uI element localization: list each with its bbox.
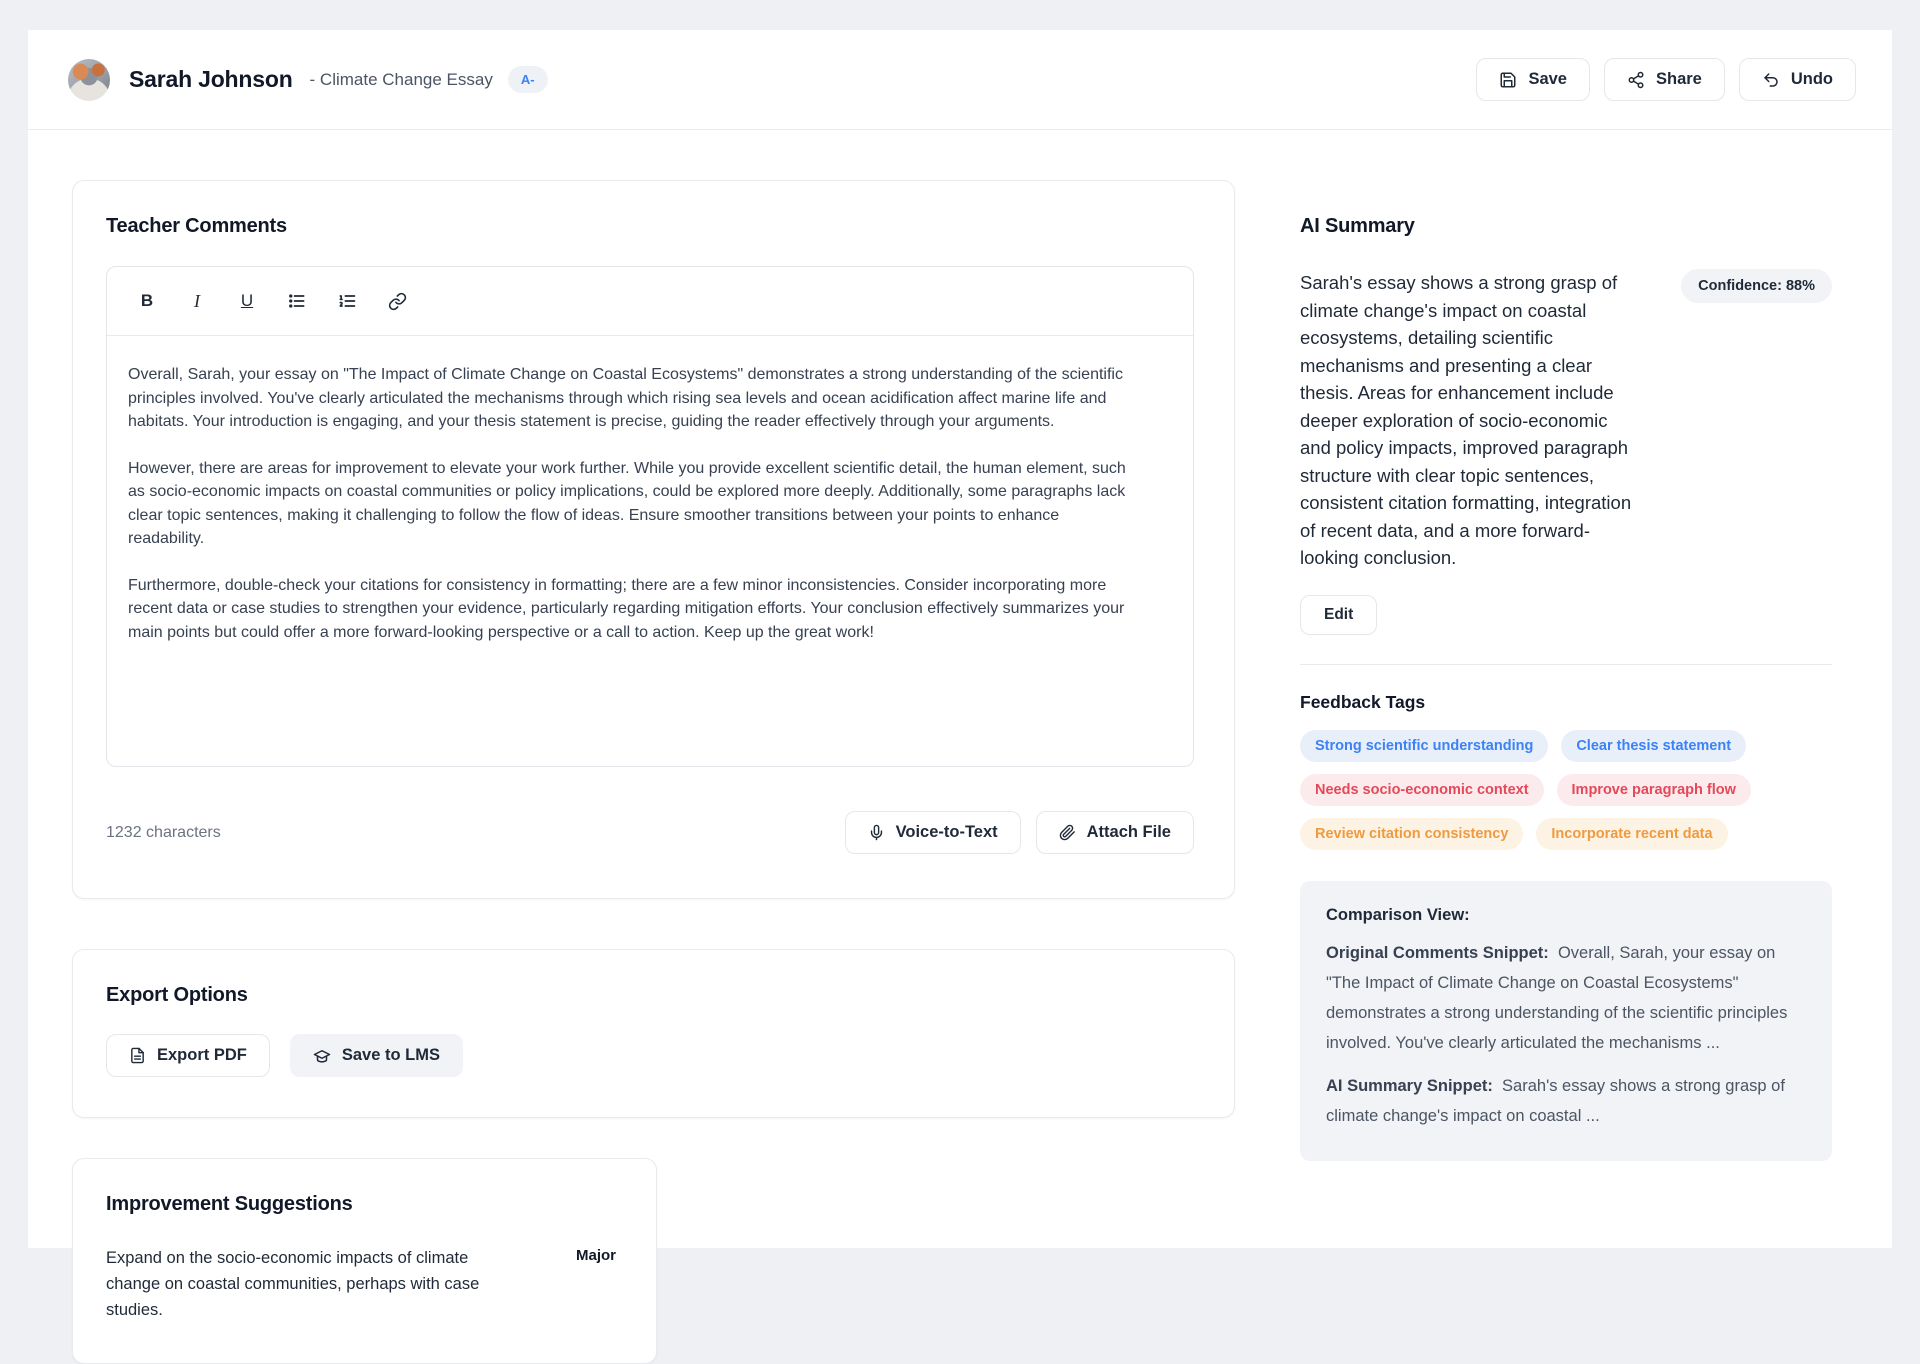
teacher-comments-card xyxy=(72,180,1235,899)
underline-button[interactable]: U xyxy=(229,284,265,318)
share-icon xyxy=(1627,71,1645,89)
feedback-tag[interactable]: Strong scientific understanding xyxy=(1300,730,1548,762)
feedback-tag[interactable]: Review citation consistency xyxy=(1300,818,1523,850)
main-column xyxy=(72,180,1235,1364)
italic-button[interactable]: I xyxy=(179,284,215,318)
microphone-icon xyxy=(868,824,885,841)
original-snippet-text: Overall, Sarah, your essay on "The Impact of Climate Change on Coastal Ecosystems" demonstrates a strong understanding of the scientific principles involved. You've clearly articulated the mechanisms ... xyxy=(1326,943,1788,1052)
character-count: 1232 characters xyxy=(106,823,221,841)
feedback-tags-title: Feedback Tags xyxy=(1300,691,1426,712)
undo-label: Undo xyxy=(1790,70,1833,88)
student-name: Sarah Johnson xyxy=(129,66,293,92)
voice-to-text-label: Voice-to-Text xyxy=(895,823,998,841)
improvement-suggestions-card xyxy=(72,1158,657,1364)
original-comments-snippet xyxy=(1326,938,1806,1058)
suggestion-text: Expand on the socio-economic impacts of climate change on coastal communities, perhaps with case studies. xyxy=(106,1249,480,1319)
original-snippet-label: Original Comments Snippet: xyxy=(1326,943,1549,962)
bullet-list-button[interactable] xyxy=(279,284,315,318)
improvement-suggestions-title: Improvement Suggestions xyxy=(106,1193,353,1215)
ai-summary-text: Sarah's essay shows a strong grasp of climate change's impact on coastal ecosystems, detailing scientific mechanisms and presenting a clear thesis. Areas for enhancement include deeper exploration of socio-economic and policy impacts, improved paragraph structure with clear topic sentences, consistent citation formatting, integration of recent data, and a more forward-looking conclusion. xyxy=(1300,272,1632,568)
suggestion-severity-badge: Major xyxy=(575,1247,616,1264)
graduation-cap-icon xyxy=(313,1047,331,1065)
paperclip-icon xyxy=(1059,824,1076,841)
teacher-comments-title: Teacher Comments xyxy=(106,215,287,237)
edit-summary-button[interactable]: Edit xyxy=(1300,595,1377,635)
suggestion-item xyxy=(106,1245,616,1323)
essay-title: - Climate Change Essay xyxy=(309,69,493,89)
comments-textarea[interactable] xyxy=(107,336,1193,766)
feedback-tag[interactable]: Clear thesis statement xyxy=(1561,730,1746,762)
feedback-tag[interactable]: Incorporate recent data xyxy=(1536,818,1727,850)
page-content xyxy=(28,130,1892,1319)
numbered-list-icon xyxy=(337,291,357,311)
comparison-view-title: Comparison View: xyxy=(1326,905,1470,924)
bold-button[interactable]: B xyxy=(129,284,165,318)
save-to-lms-label: Save to LMS xyxy=(341,1046,440,1064)
export-pdf-button[interactable] xyxy=(106,1034,270,1077)
comments-footer xyxy=(106,811,1194,854)
comment-paragraph: However, there are areas for improvement to elevate your work further. While you provide excellent scientific detail, the human element, such as socio-economic impacts on coastal communities or policy implications, could be explored more deeply. Additionally, some paragraphs lack clear topic sentences, making it challenging to follow the flow of ideas. Ensure smoother transitions between your points to enhance readability. xyxy=(128,459,1126,547)
bullet-list-icon xyxy=(287,291,307,311)
undo-icon xyxy=(1762,71,1780,89)
voice-to-text-button[interactable] xyxy=(845,811,1021,854)
export-options-title: Export Options xyxy=(106,984,248,1006)
header-actions xyxy=(1476,58,1856,101)
comment-paragraph: Furthermore, double-check your citations for consistency in formatting; there are a few minor inconsistencies. Consider incorporating more recent data or case studies to strengthen your evidence, particularly regarding mitigation efforts. Your conclusion effectively summarizes your main points but could offer a more forward-looking perspective or a call to action. Keep up the great work! xyxy=(128,576,1125,641)
ai-snippet-text: Sarah's essay shows a strong grasp of climate change's impact on coastal ... xyxy=(1326,1076,1785,1125)
ai-summary-row xyxy=(1300,269,1832,572)
feedback-tags-list xyxy=(1300,730,1832,850)
export-pdf-label: Export PDF xyxy=(157,1046,247,1064)
feedback-tag[interactable]: Improve paragraph flow xyxy=(1557,774,1751,806)
share-button[interactable] xyxy=(1604,58,1725,101)
save-icon xyxy=(1499,71,1517,89)
export-options-card xyxy=(72,949,1235,1118)
comparison-view-box xyxy=(1300,881,1832,1161)
ai-summary-snippet xyxy=(1326,1071,1806,1131)
comments-editor xyxy=(106,266,1194,767)
save-to-lms-button[interactable] xyxy=(290,1034,463,1077)
numbered-list-button[interactable] xyxy=(329,284,365,318)
section-divider xyxy=(1300,664,1832,665)
side-column xyxy=(1300,180,1832,1161)
share-label: Share xyxy=(1655,70,1702,88)
student-avatar xyxy=(68,59,110,101)
link-button[interactable] xyxy=(379,284,415,318)
ai-summary-title: AI Summary xyxy=(1300,215,1415,237)
attach-file-button[interactable] xyxy=(1036,811,1194,854)
feedback-tag[interactable]: Needs socio-economic context xyxy=(1300,774,1544,806)
comment-paragraph: Overall, Sarah, your essay on "The Impact of Climate Change on Coastal Ecosystems" demonstrates a strong understanding of the scientific principles involved. You've clearly articulated the mechanisms through which rising sea levels and ocean acidification affect marine life and habitats. Your introduction is engaging, and your thesis statement is precise, guiding the reader effectively through your arguments. xyxy=(128,366,1123,430)
editor-toolbar xyxy=(107,267,1193,336)
attach-file-label: Attach File xyxy=(1086,823,1171,841)
app-window xyxy=(28,30,1892,1319)
undo-button[interactable] xyxy=(1739,58,1856,101)
save-label: Save xyxy=(1528,70,1567,88)
ai-snippet-label: AI Summary Snippet: xyxy=(1326,1076,1493,1095)
save-button[interactable] xyxy=(1476,58,1590,101)
grade-badge: A- xyxy=(508,66,548,93)
file-text-icon xyxy=(129,1047,146,1064)
link-icon xyxy=(388,292,407,311)
confidence-badge: Confidence: 88% xyxy=(1681,269,1832,303)
header-bar xyxy=(28,30,1892,130)
